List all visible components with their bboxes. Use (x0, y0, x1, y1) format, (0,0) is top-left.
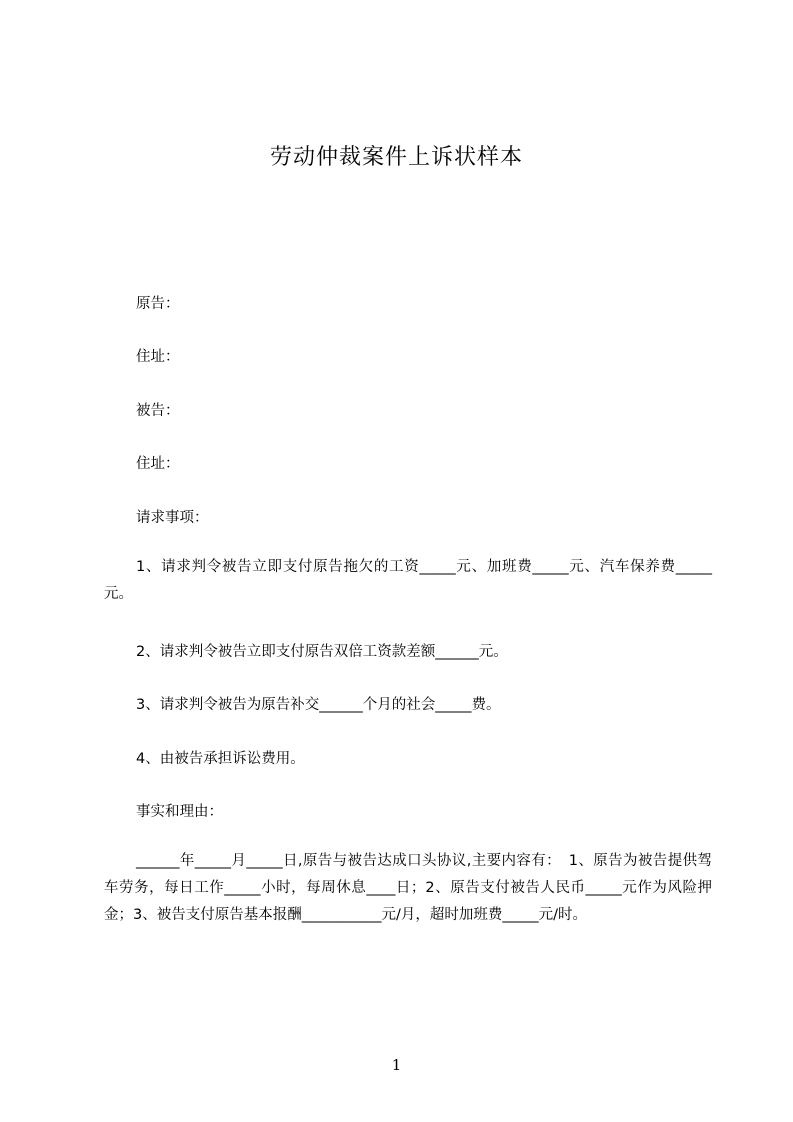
plaintiff-label: 原告： (136, 296, 180, 312)
plaintiff-address-label: 住址： (136, 349, 180, 365)
defendant-address-label: 住址： (136, 456, 180, 472)
facts-paragraph (104, 848, 712, 929)
page-number: 1 (391, 1056, 402, 1074)
claim-item-2: 2、请求判令被告立即支付原告双倍工资款差额______元。 (136, 644, 508, 660)
claim-item-3: 3、请求判令被告为原告补交______个月的社会_____费。 (136, 697, 501, 713)
claim-item-4: 4、由被告承担诉讼费用。 (136, 751, 305, 767)
defendant-label: 被告： (136, 403, 180, 419)
claims-heading: 请求事项： (136, 510, 209, 526)
facts-heading: 事实和理由： (136, 804, 223, 820)
document-title: 劳动仲裁案件上诉状样本 (269, 145, 523, 170)
claim-item-1-text: 1、请求判令被告立即支付原告拖欠的工资_____元、加班费_____元、汽车保养费_____元。 (104, 559, 712, 602)
facts-paragraph-text: ______年_____月_____日,原告与被告达成口头协议,主要内容有： 1、原告为被告提供驾车劳务，每日工作_____小时，每周休息____日；2、原告支付被告人民币_____元作为风险押金；3、被告支付原告基本报酬___________元/月，超时加班费_____元/时。 (104, 853, 712, 923)
claim-item-1 (104, 554, 712, 608)
